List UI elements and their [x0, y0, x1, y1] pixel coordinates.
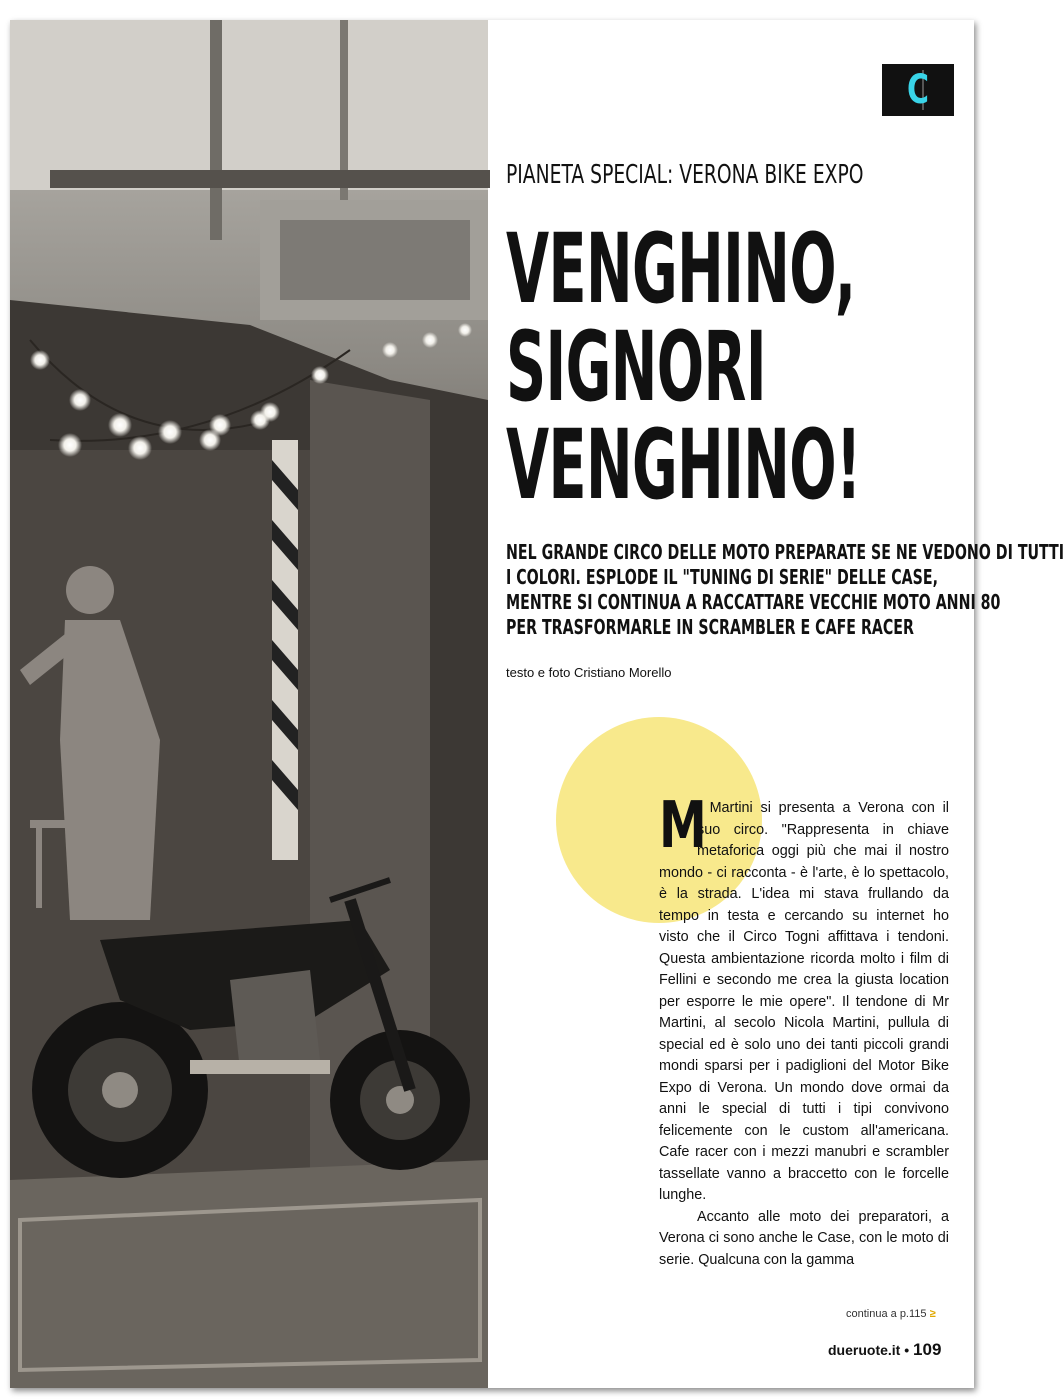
- headline: [506, 213, 861, 521]
- standfirst-line: NEL GRANDE CIRCO DELLE MOTO PREPARATE SE NE VEDONO DI TUTTI: [506, 540, 1064, 564]
- continue-arrow-icon: ≥: [929, 1308, 936, 1320]
- standfirst-line: PER TRASFORMARLE IN SCRAMBLER E CAFE RACER: [506, 615, 914, 639]
- headline-line: VENGHINO,: [506, 213, 856, 325]
- continue-note: [846, 1308, 936, 1320]
- body-paragraph: Accanto alle moto dei preparatori, a Verona ci sono anche le Case, con le moto di serie. Qualcuna con la gamma: [659, 1208, 949, 1268]
- section-tab: [882, 64, 954, 116]
- circus-tent-motorcycle-photo: [10, 20, 488, 1388]
- standfirst: [506, 540, 1064, 640]
- section-letter: C: [906, 67, 930, 113]
- page-number: 109: [913, 1340, 942, 1359]
- kicker: PIANETA SPECIAL: VERONA BIKE EXPO: [506, 160, 864, 190]
- magazine-page: [10, 20, 1064, 1388]
- folio-site: dueruote.it: [828, 1342, 901, 1358]
- continue-text: continua a p.115: [846, 1308, 927, 1320]
- dropcap: M: [659, 789, 707, 863]
- byline-author: Cristiano Morello: [573, 665, 672, 680]
- byline: [506, 665, 671, 680]
- standfirst-line: I COLORI. ESPLODE IL "TUNING DI SERIE" DELLE CASE,: [506, 565, 938, 589]
- photo-illustration: [10, 20, 488, 1388]
- body-paragraph: r Martini si presenta a Verona con il suo circo. "Rappresenta in chiave metaforica oggi più che mai il nostro mondo - ci racconta - è l'arte, è lo spettacolo, è la strada. L'idea mi stava frullando da tempo in testa e cercando su internet ho visto che il Circo Togni affittava i tendoni. Questa ambientazione ricorda molto i film di Fellini e secondo me crea la giusta location per esporre le mie opere". Il tendone di Mr Martini, al secolo Nicola Martini, pullula di special ed è solo uno dei tanti piccoli grandi mondi sparsi per i padiglioni del Motor Bike Expo di Verona. Un mondo dove ormai da anni le special di tutti i tipi convivono felicemente con le custom all'americana. Cafe racer con i mezzi manubri e scrambler tassellate vanno a braccetto con le forcelle lunghe.: [659, 800, 949, 1203]
- article-body: [659, 789, 949, 1271]
- striped-pole: [272, 440, 298, 860]
- folio: [828, 1340, 941, 1360]
- folio-separator: •: [904, 1342, 910, 1358]
- byline-prefix: testo e foto: [506, 665, 574, 680]
- headline-line: SIGNORI: [506, 311, 766, 423]
- standfirst-line: MENTRE SI CONTINUA A RACCATTARE VECCHIE MOTO ANNI 80: [506, 590, 1001, 614]
- headline-line: VENGHINO!: [506, 409, 861, 521]
